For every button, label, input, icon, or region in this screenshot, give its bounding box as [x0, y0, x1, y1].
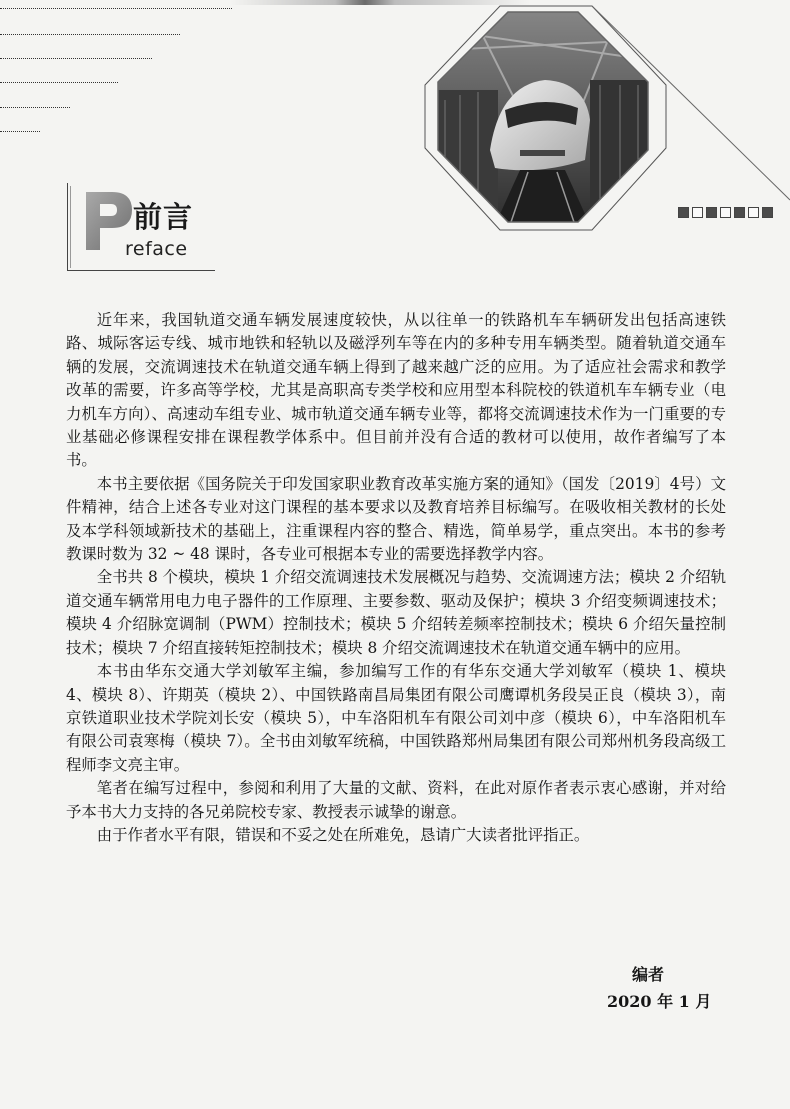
heading-frame-bottom — [67, 270, 215, 271]
square-filled — [734, 207, 745, 218]
paragraph: 由于作者水平有限，错误和不妥之处在所难免，恳请广大读者批评指正。 — [96, 825, 590, 844]
square-filled — [706, 207, 717, 218]
heading-frame-left — [67, 183, 68, 271]
paragraph: 笔者在编写过程中，参阅和利用了大量的文献、资料，在此对原作者表示衷心感谢，并对给予本书大力支持的各兄弟院校专家、教授表示诚挚的谢意。 — [66, 779, 726, 821]
heading-frame-inner — [70, 186, 71, 268]
square-empty — [692, 207, 703, 218]
preface-body — [66, 309, 726, 847]
square-empty — [720, 207, 731, 218]
paragraph: 本书由华东交通大学刘敏军主编，参加编写工作的有华东交通大学刘敏军（模块 1、模块 4、模块 8）、许期英（模块 2）、中国铁路南昌局集团有限公司鹰谭机务段吴正良（模块 3），南京铁道职业技术学院刘长安（模块 5），中车洛阳机车有限公司刘中彦（模块 6），中车洛阳机车有限公司袁寒梅（模块 7）。全书由刘敏军统稿，中国铁路郑州局集团有限公司郑州机务段高级工程师李文亮主审。 — [66, 662, 726, 774]
square-filled — [762, 207, 773, 218]
paragraph: 本书主要依据《国务院关于印发国家职业教育改革实施方案的通知》（国发〔2019〕4号）文件精神，结合上述各专业对这门课程的基本要求以及教育培养目标编写。在吸收相关教材的长处及本学科领域新技术的基础上，注重课程内容的整合、精选，简单易学，重点突出。本书的参考教课时数为 32 ~ 48 课时，各专业可根据本专业的需要选择教学内容。 — [66, 474, 726, 564]
paragraph: 近年来，我国轨道交通车辆发展速度较快，从以往单一的铁路机车车辆研发出包括高速铁路、城际客运专线、城市地铁和轻轨以及磁浮列车等在内的多种专用车辆类型。随着轨道交通车辆的发展，交流调速技术在轨道交通车辆上得到了越来越广泛的应用。为了适应社会需求和教学改革的需要，许多高等学校，尤其是高职高专类学校和应用型本科院校的铁道机车车辆专业（电力机车方向）、高速动车组专业、城市轨道交通车辆专业等，都将交流调速技术作为一门重要的专业基础必修课程安排在课程教学体系中。但目前并没有合适的教材可以使用，故作者编写了本书。 — [66, 311, 726, 470]
square-empty — [748, 207, 759, 218]
paragraph: 全书共 8 个模块，模块 1 介绍交流调速技术发展概况与趋势、交流调速方法；模块 2 介绍轨道交通车辆常用电力电子器件的工作原理、主要参数、驱动及保护；模块 3 介绍变频调速技术；模块 4 介绍脉宽调制（PWM）控制技术；模块 5 介绍转差频率控制技术；模块 6 介绍矢量控制技术；模块 7 介绍直接转矩控制技术；模块 8 介绍交流调速技术在轨道交通车辆中的应用。 — [66, 568, 726, 657]
signature-author: 编者 — [632, 965, 665, 984]
square-filled — [678, 207, 689, 218]
page-title: 前言 — [133, 200, 194, 234]
page-subtitle-english: reface — [125, 238, 188, 260]
signature-date: 2020 年 1 月 — [607, 992, 712, 1011]
decorative-squares — [678, 207, 773, 218]
